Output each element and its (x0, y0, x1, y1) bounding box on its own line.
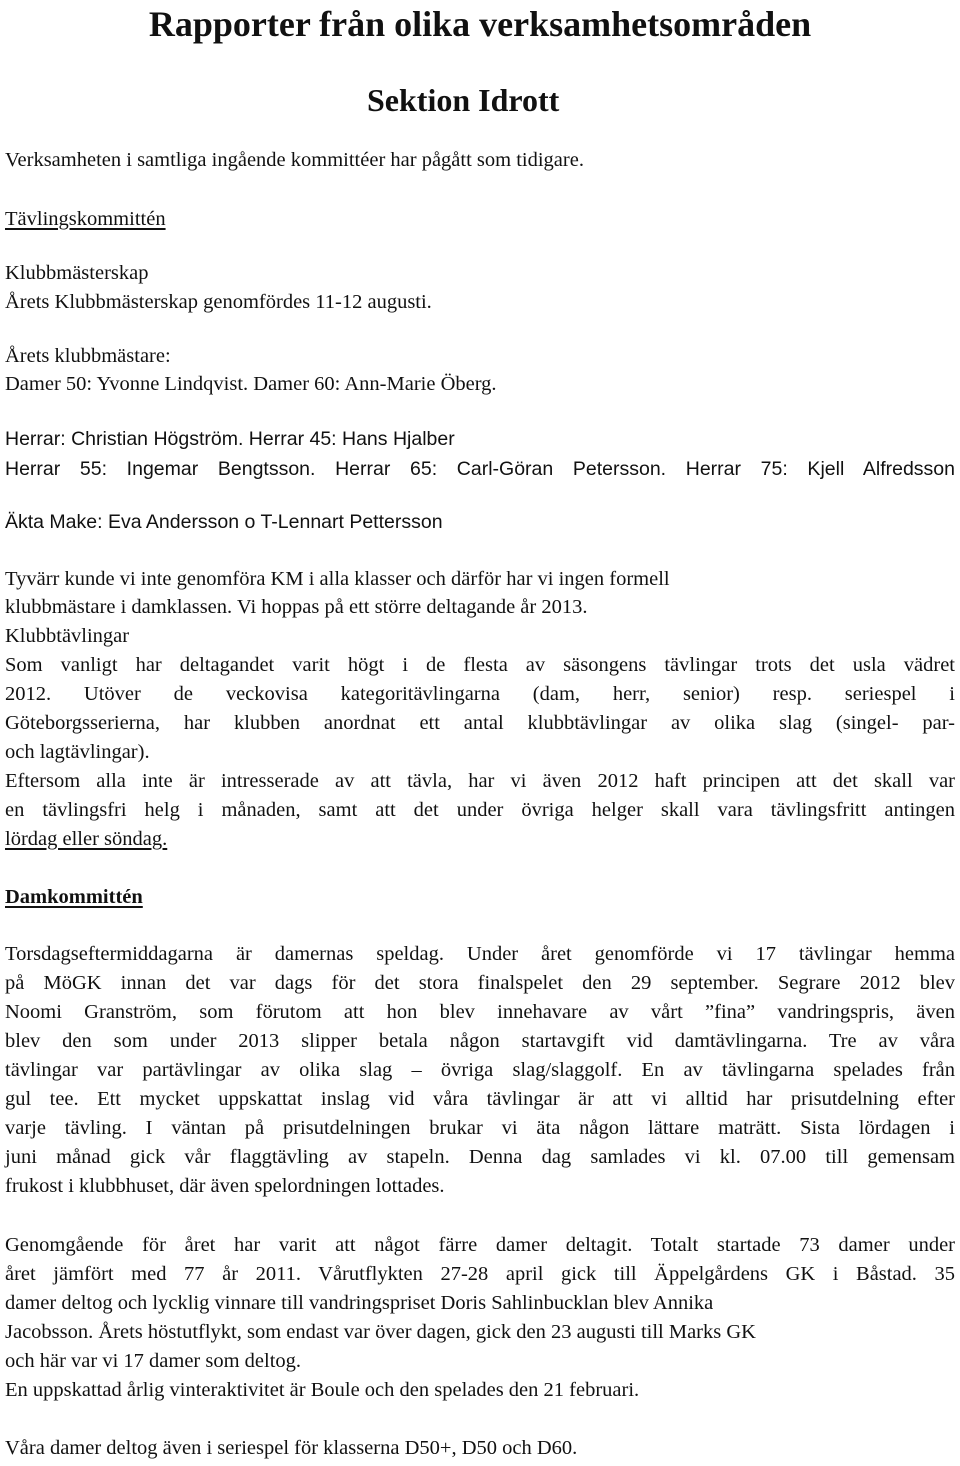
subsection-heading-tavlingskommitten: Tävlingskommittén (5, 208, 166, 230)
paragraph-line: och här var vi 17 damer som deltog. (5, 1350, 302, 1372)
subheading-klubbmasterskap: Klubbmästerskap (5, 262, 149, 284)
paragraph-line: Som vanligt har deltagandet varit högt i de flesta av säsongens tävlingar trots det usla vädret (5, 654, 955, 676)
paragraph-line: Eftersom alla inte är intresserade av att tävla, har vi även 2012 haft principen att det skall var (5, 770, 955, 792)
paragraph-line: Damer 50: Yvonne Lindqvist. Damer 60: Ann-Marie Öberg. (5, 373, 497, 395)
paragraph-line: blev den som under 2013 slipper betala någon startavgift vid damtävlingarna. Tre av våra (5, 1030, 955, 1052)
paragraph-line: Herrar 55: Ingemar Bengtsson. Herrar 65: Carl-Göran Petersson. Herrar 75: Kjell Alfredsson (5, 458, 955, 480)
paragraph-line: Noomi Granström, som förutom att hon blev innehavare av vårt ”fina” vandringspris, även (5, 1001, 955, 1023)
paragraph-line: en tävlingsfri helg i månaden, samt att det under övriga helger skall vara tävlingsfritt antingen (5, 799, 955, 821)
paragraph-line: Göteborgsserierna, har klubben anordnat ett antal klubbtävlingar av olika slag (singel- par- (5, 712, 955, 734)
page-title: Rapporter från olika verksamhetsområden (148, 4, 812, 44)
paragraph-line: En uppskattad årlig vinteraktivitet är Boule och den spelades den 21 februari. (5, 1379, 640, 1401)
subheading-klubbtavlingar: Klubbtävlingar (5, 625, 130, 647)
paragraph-line: på MöGK innan det var dags för det stora finalspelet den 29 september. Segrare 2012 blev (5, 972, 955, 994)
paragraph-line: klubbmästare i damklassen. Vi hoppas på ett större deltagande år 2013. (5, 596, 588, 618)
section-heading: Sektion Idrott (367, 82, 560, 118)
paragraph-line: frukost i klubbhuset, där även spelordningen lottades. (5, 1175, 445, 1197)
paragraph-line: juni månad gick vår flaggtävling av stapeln. Denna dag samlades vi kl. 07.00 till gemensam (5, 1146, 955, 1168)
paragraph-line: Våra damer deltog även i seriespel för klasserna D50+, D50 och D60. (5, 1437, 578, 1459)
paragraph-line: Äkta Make: Eva Andersson o T-Lennart Pettersson (5, 511, 443, 533)
paragraph-line: tävlingar var partävlingar av olika slag – övriga slag/slaggolf. En av tävlingarna spelades från (5, 1059, 955, 1081)
paragraph-line: Jacobsson. Årets höstutflykt, som endast var över dagen, gick den 23 augusti till Marks GK (5, 1321, 756, 1343)
paragraph-line: gul tee. Ett mycket uppskattat inslag vid våra tävlingar är att vi alltid har prisutdelning efter (5, 1088, 955, 1110)
paragraph-line: Genomgående för året har varit att något färre damer deltagit. Totalt startade 73 damer under (5, 1234, 955, 1256)
intro-text: Verksamheten i samtliga ingående kommittéer har pågått som tidigare. (5, 149, 584, 171)
subsection-heading-damkommitten: Damkommittén (5, 886, 143, 908)
paragraph-line: och lagtävlingar). (5, 741, 150, 763)
paragraph-line: varje tävling. I väntan på prisutdelningen brukar vi äta någon lättare maträtt. Sista lördagen i (5, 1117, 955, 1139)
paragraph-line: damer deltog och lycklig vinnare till vandringspriset Doris Sahlinbucklan blev Annika (5, 1292, 714, 1314)
paragraph-line: året jämfört med 77 år 2011. Vårutflykten 27-28 april gick till Äppelgårdens GK i Båstad. 35 (5, 1263, 955, 1285)
paragraph-line: Årets klubbmästare: (5, 345, 171, 367)
paragraph-line: Herrar: Christian Högström. Herrar 45: Hans Hjalber (5, 428, 455, 450)
paragraph-line: 2012. Utöver de veckovisa kategoritävlingarna (dam, herr, senior) resp. seriespel i (5, 683, 955, 705)
paragraph-line: Tyvärr kunde vi inte genomföra KM i alla klasser och därför har vi ingen formell (5, 568, 670, 590)
paragraph-line: Årets Klubbmästerskap genomfördes 11-12 augusti. (5, 291, 432, 313)
paragraph-line: Torsdagseftermiddagarna är damernas speldag. Under året genomförde vi 17 tävlingar hemma (5, 943, 955, 965)
paragraph-line: lördag eller söndag. (5, 828, 168, 850)
